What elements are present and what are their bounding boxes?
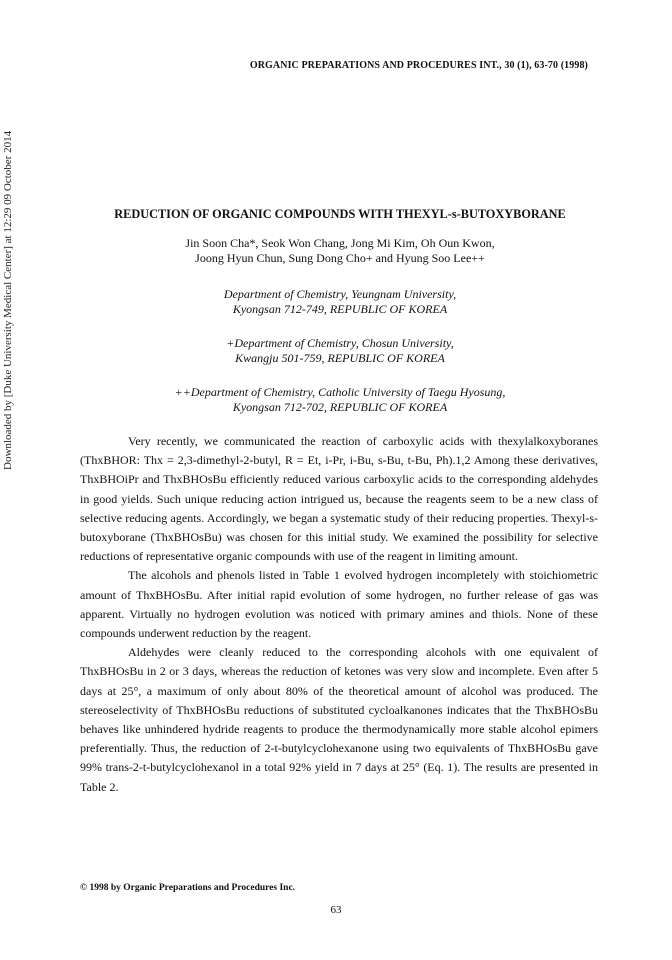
affiliation-1	[80, 287, 600, 317]
affiliation-1-line-2: Kyongsan 712-749, REPUBLIC OF KOREA	[232, 302, 448, 316]
affiliation-3-line-2: Kyongsan 712-702, REPUBLIC OF KOREA	[232, 400, 448, 414]
author-line-2: Joong Hyun Chun, Sung Dong Cho+ and Hyung Soo Lee++	[195, 251, 485, 265]
paragraph-3: Aldehydes were cleanly reduced to the corresponding alcohols with one equivalent of ThxBHOsBu in 2 or 3 days, whereas the reduction of ketones was very slow and incomplete. Even after 5 days at 25°, a maximum of only about 80% of the theoretical amount of alcohol was produced. The stereoselectivity of ThxBHOsBu reductions of substituted cycloalkanones indicates that the ThxBHOsBu behaves like unhindered hydride reagents to produce the thermodynamically more stable alcohol epimers preferentially. Thus, the reduction of 2-t-butylcyclohexanone using two equivalents of ThxBHOsBu gave 99% trans-2-t-butylcyclohexanol in a total 92% yield in 7 days at 25° (Eq. 1). The results are presented in Table 2.	[80, 645, 598, 794]
paragraph-1: Very recently, we communicated the reaction of carboxylic acids with thexylalkoxyboranes (ThxBHOR: Thx = 2,3-dimethyl-2-butyl, R = Et, i-Pr, i-Bu, s-Bu, t-Bu, Ph).1,2 Among these derivatives, ThxBHOiPr and ThxBHOsBu efficiently reduced various carboxylic acids to the corresponding aldehydes in good yields. Such unique reducing action intrigued us, because the reagents seem to be a new class of selective reducing agents. Accordingly, we began a systematic study of their reducing properties. Thexyl-s-butoxyborane (ThxBHOsBu) was chosen for this initial study. We examined the possibility for selective reductions of representative organic compounds with use of the reagent in limiting amount.	[80, 434, 598, 564]
copyright-notice: © 1998 by Organic Preparations and Procedures Inc.	[80, 883, 296, 893]
affiliation-2-line-2: Kwangju 501-759, REPUBLIC OF KOREA	[235, 351, 445, 365]
download-stamp: Downloaded by [Duke University Medical Center] at 12:29 09 October 2014	[2, 130, 14, 470]
affiliation-2	[80, 336, 600, 366]
paper-title: REDUCTION OF ORGANIC COMPOUNDS WITH THEXYL-s-BUTOXYBORANE	[114, 207, 566, 221]
author-list	[80, 236, 600, 266]
article-body	[80, 432, 598, 797]
affiliation-2-line-1: +Department of Chemistry, Chosun University,	[226, 336, 454, 350]
affiliation-3	[80, 385, 600, 415]
journal-header: ORGANIC PREPARATIONS AND PROCEDURES INT., 30 (1), 63-70 (1998)	[249, 60, 588, 71]
paragraph-2: The alcohols and phenols listed in Table 1 evolved hydrogen incompletely with stoichiometric amount of ThxBHOsBu. After initial rapid evolution of some hydrogen, no further release of gas was apparent. Virtually no hydrogen evolution was noticed with primary amines and thiols. None of these compounds underwent reduction by the reagent.	[80, 568, 598, 641]
affiliation-1-line-1: Department of Chemistry, Yeungnam University,	[223, 287, 457, 301]
page-number: 63	[330, 904, 342, 916]
affiliation-3-line-1: ++Department of Chemistry, Catholic University of Taegu Hyosung,	[174, 385, 506, 399]
author-line-1: Jin Soon Cha*, Seok Won Chang, Jong Mi Kim, Oh Oun Kwon,	[185, 236, 495, 250]
